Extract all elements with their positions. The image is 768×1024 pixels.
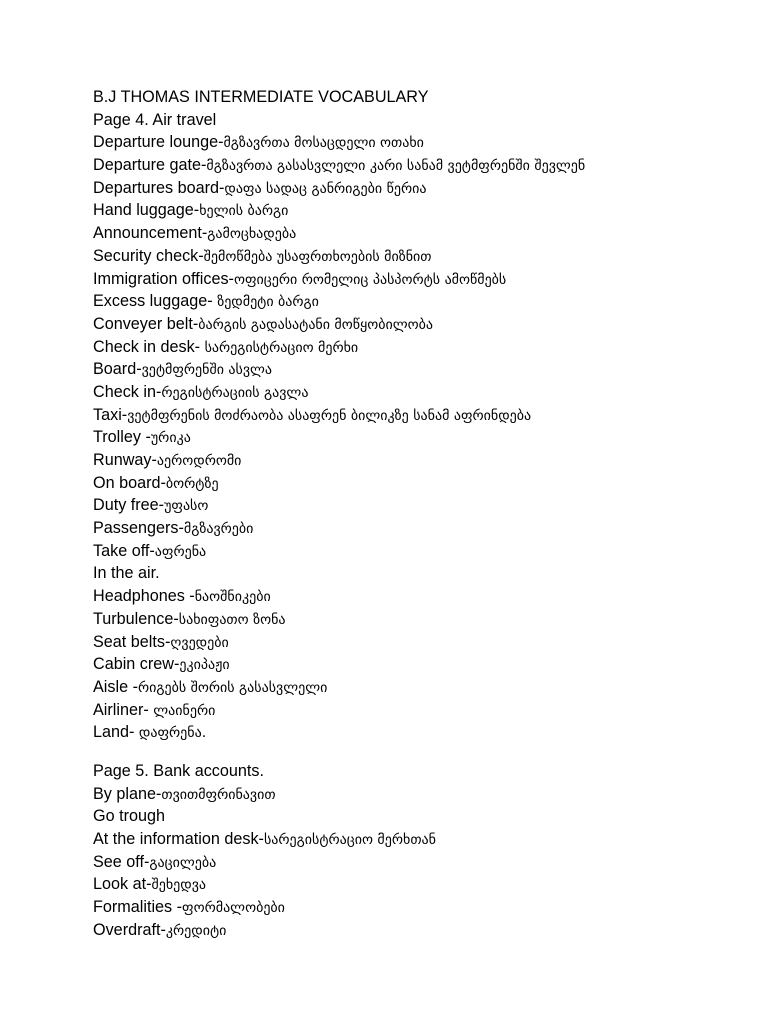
vocab-entry [93,805,753,828]
vocab-entry [93,358,753,381]
vocab-translation: მგზავრთა მოსაცდელი ოთახი [223,135,424,152]
vocab-term: Aisle - [93,677,138,696]
vocab-entry [93,404,753,427]
vocab-translation: მგზავრები [183,521,254,538]
vocab-term: Look at- [93,875,152,894]
vocab-entry [93,154,753,177]
vocab-translation: გაცილება [149,854,217,871]
vocabulary-list-bank-accounts [93,783,753,942]
vocab-entry [93,517,753,540]
vocab-entry [93,472,753,495]
vocab-entry [93,268,753,291]
vocab-translation: ღვედები [170,634,229,651]
vocab-term: Duty free- [93,496,165,515]
vocab-translation: რეგისტრაციის გავლა [161,384,309,401]
vocab-term: By plane- [93,784,162,803]
vocab-translation: ლაინერი [153,702,216,719]
vocab-entry [93,699,753,722]
vocab-term: At the information desk- [93,830,264,848]
vocab-translation: ეკიპაჟი [179,657,230,674]
vocab-term: Formalities - [93,898,183,917]
vocab-translation: ზედმეტი ბარგი [217,294,319,311]
vocab-entry [93,336,753,359]
vocab-term: Headphones - [93,587,195,606]
vocab-term: Take off- [93,541,155,560]
vocab-term: Passengers- [93,519,184,538]
vocab-translation: ხელის ბარგი [199,203,289,220]
vocab-entry [93,131,753,154]
vocab-translation: უფასო [164,498,209,515]
vocab-translation: სარეგისტრაციო მერხთან [263,832,436,848]
vocab-translation: შემოწმება უსაფრთხოების მიზნით [203,248,432,265]
section-heading-bank-accounts: Page 5. Bank accounts. [93,761,264,780]
vocab-entry [93,245,753,268]
vocab-term: Check in- [93,382,162,401]
vocab-term: Cabin crew- [93,655,180,674]
vocab-term: Taxi- [93,405,128,424]
vocab-entry [93,494,753,517]
vocab-term: On board- [93,473,166,492]
vocab-term: Land- [93,723,139,742]
vocab-entry [93,540,753,563]
vocab-translation: დაფა სადაც განრიგები წერია [224,180,427,197]
vocab-entry [93,783,753,806]
vocab-entry [93,919,753,942]
vocab-entry [93,608,753,631]
vocab-translation: ოფიცერი რომელიც პასპორტს ამოწმებს [233,271,507,288]
vocab-term: Airliner- [93,700,154,719]
vocab-entry [93,896,753,919]
vocab-translation: ვეტმფრენში ასვლა [141,362,273,379]
vocabulary-list-air-travel [93,131,753,744]
vocab-term: Overdraft- [93,920,166,939]
vocab-term: Turbulence- [93,609,179,628]
vocab-term: See off- [93,852,150,871]
vocab-entry [93,721,753,744]
vocab-translation: სარეგისტრაციო მერხი [204,339,359,356]
vocab-term: Check in desk- [93,337,205,356]
vocab-term: Board- [93,360,142,379]
vocab-translation: ფორმალობები [182,900,285,917]
vocab-entry [93,199,753,222]
vocab-entry [93,449,753,472]
vocab-translation: დაფრენა. [138,725,207,742]
vocab-entry [93,222,753,245]
vocab-term: Immigration offices- [93,269,234,288]
vocab-entry [93,426,753,449]
vocab-term: Runway- [93,451,157,469]
section-heading-air-travel: Page 4. Air travel [93,110,217,129]
vocab-term: Seat belts- [93,632,171,651]
document-title: B.J THOMAS INTERMEDIATE VOCABULARY [93,88,429,106]
vocab-term: Departure gate- [93,156,207,175]
vocab-entry [93,676,753,699]
vocab-translation: ურიკა [150,430,191,447]
vocab-translation: სახიფათო ზონა [178,611,286,628]
vocab-translation: ბარგის გადასატანი მოწყობილობა [198,316,434,333]
vocab-term: Conveyer belt- [93,314,199,333]
vocab-translation: შეხედვა [151,877,207,894]
vocab-term: Security check- [93,246,204,265]
vocab-entry [93,873,753,896]
vocab-translation: გამოცხადება [207,226,297,243]
vocab-entry [93,313,753,336]
vocab-entry [93,828,753,851]
section-spacer [93,744,753,760]
vocab-translation: კრედიტი [165,922,227,939]
vocab-term: Excess luggage- [93,292,218,311]
vocab-term: Departure lounge- [93,133,224,152]
vocab-entry [93,653,753,676]
vocab-term: Hand luggage- [93,201,200,220]
vocab-entry [93,631,753,654]
vocab-entry [93,177,753,200]
vocab-entry [93,290,753,313]
vocab-term: Go trough [93,807,165,826]
vocab-entry [93,851,753,874]
vocab-translation: აფრენა [154,543,207,560]
vocab-translation: მგზავრთა გასასვლელი კარი სანამ ვეტმფრენში შევლენ [206,158,586,175]
vocab-translation: ბორტზე [165,475,219,492]
vocab-translation: თვითმფრინავით [161,786,276,803]
vocab-translation: ვეტმფრენის მოძრაობა ასაფრენ ბილიკზე სანამ აფრინდება [127,407,532,424]
document-body [93,86,753,941]
vocab-entry [93,381,753,404]
vocab-subheading [93,562,753,585]
vocab-translation: ნაოშნიკები [194,589,271,606]
vocab-term: Trolley - [93,428,151,447]
vocab-entry [93,585,753,608]
vocab-term: Departures board- [93,178,225,197]
vocab-translation: რიგებს შორის გასასვლელი [137,679,328,696]
vocab-term: Announcement- [93,224,208,243]
vocab-term: In the air. [93,564,160,583]
vocab-translation: აეროდრომი [156,453,242,469]
